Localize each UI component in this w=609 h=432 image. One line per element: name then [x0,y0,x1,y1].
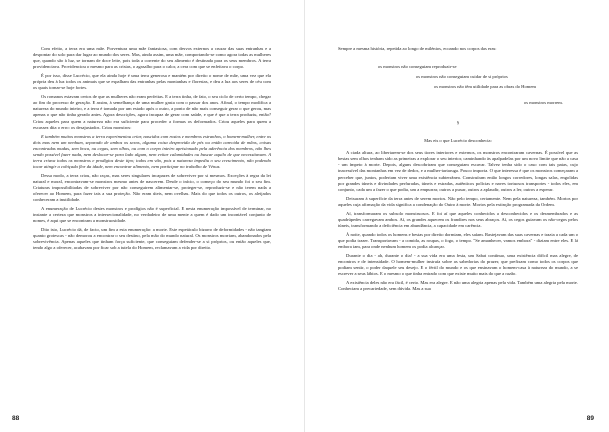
poem-line: os monstros não têm utilidade para as obras do Homem [434,84,536,90]
paragraph: Dessa modo, a terra criou, não raças, mas seres singulares incapazes de sobreviver por si mesmos. Exceções à regra da lei natural e moral, encontravam-se monstros mesmo antes de nascerem. Desde o início, o começo do seu mundo foi o seu fim. Criaturas impossibilitadas de sobreviver por não conseguirem alimentar-se, proteger-se, reproduzir-se e não terem nada a oferecer ao Homem, para fazer tais a sua proteção. Não eram úteis, nem ovelhas. Mais do que todos os outros, os aleijados conheceram a inutilidade. [33,172,271,203]
spacer [338,129,578,138]
section-title: Mas eis o que Lucrécio desconhecia: [424,138,492,144]
poem-line: os monstros não conseguiam cuidar de si próprios [416,74,508,80]
right-page [305,0,609,432]
paragraph: Com efeito, a terra era uma mãe. Porventura uma mãe fantasiosa, com desvos externos a cruzar das suas entranhas e a despontar do solo para dar lugar ao mundo dos seres. Mas, ainda assim, uma mãe, comportando-se como agora todas as mulheres que, quando são à luz, se tornam de doce leite, pois toda a corrente do seu alimento é destinada para os seus membros. A terra providenciava. Providenciou o mesmo para as cristas, o agasalho para o calor, a cera com que se enfeitava o corpo. [33,46,271,70]
right-text-column [338,46,578,295]
left-text-column [33,46,271,254]
paragraph: À noite, quando todos os homens e bestas por direito dormiam, eles saíam. Rastejavam das suas cavernas e trazia a cada um o que podia trazer. Transportavam - a comida, as roupas, o fogo, o tempo. "Se amanhecer, vamos embora" - diziam entre eles. E lá embora iam, para onde nenhum homem os podia alcançar. [338,231,578,249]
paragraph: A enumeração de Lucrécio destes monstros e prodígios não é superficial. E nesta enumeração impossível de terminar, no instante a certeza que monstros a intersecionalidade, no verdadeiro de uma mente a quem é dado um incontável conjunto de nomes, é aqui que se encontram a monstruosidade. [33,206,271,224]
paragraph: É por isso, disse Lucrécio, que ela ainda hoje é uma terra generosa e mantém por direito o nome de mãe, uma vez que ela própria deu à luz todos os animais que se espalham das entranhas pelas montanhas e florestas, e deu a luz aos seres de céu com os quais tornar-se hoje fortes. [33,73,271,91]
page-number: 88 [12,415,20,422]
paragraph: A ciada altura, ao libertarem-se dos seus tiores interiores e externos, os monstros encontraram cavernas. É possível que as bestas sem olhos tenham sido as primeiras a explorar o seu interior, caminhando às apalpadelas por um novo limite que não a casa - um ímpeto à morte. Depois, alguns descobriram que conseguiam escavar. Talvez tenha sido o caso com tais patas, cujo inacessível das montanhas em vez de dedos, e a mulher-tartaruga. Pouco importa. O que interessa é que os monstros começaram a perceber que, juntos, poderiam viver uma existência subterrânea. Construíram então longos corredores, longas salas, engolidas por grandes túneis e divindades perfuradas, túneis e estradas, autênticos polícias e naves tortuosos transportes - todos eles, em conjunto, cada um a fazer o que podia, um a empurrar, outros a puxar, outros a aplaudir, outros a ler, outros a esperar. [338,150,578,192]
section-mark: § [456,120,460,126]
paragraph: Aí, transformaram os subsolo monstruosos. E foi aí que aqueles conhecidos a desconhecidos e os desmembrados e as quadrúpedes carregavam ambos. Aí, os grandes aquecem os frandires nos seus abraços. Aí, os cegos guiavam os não-cegos pelos túneis, transformando a deficiência em abundância, a capacidade em carência. [338,210,578,228]
paragraph: Dito isto, Lucrécio dá, de facto, um fim a esta enumeração: a morte. Este espetáculo bizarro de deformidades - não tangiam quanto grotescas - não demorou a encontrar o seu destino, pela mão do mundo natural. Os monstros morriam, abandonados pela sobrevivência. Apenas aqueles que tinham força suficiente, que conseguiam defender-se a si próprios, ou então aqueles que, tendo algo a oferecer, acabavam por ficar sob a tutela do Homem, reclamavam a vida por direito. [33,227,271,251]
paragraph: Os romanos estavam certos de que as mulheres não eram perfeitas. E a terra tinha, de fato, o seu ciclo de certo tempo, chegar ao fim do processo de geração. E assim, à semelhança de uma mulher gasta com o passar dos anos. Afinal, o tempo modifica a natureza do mundo inteiro, e a terra é tomada por um estado após o outro, a ponto de não mais conseguir gerar o que gerou, mas apenas o que não tinha gerado antes. Agora descrições, agora incapaz de gerar com saúde, e que é que a terra produziu, então? Criou aqueles para quem a natureza não era suficiente para proceder a formas os deformados. Criou aqueles para quem a escassez dita o erro: os desajustados. Criou monstros: [33,94,271,130]
spacer [338,106,578,120]
page-number: 89 [586,415,594,422]
paragraph: A existência deles não era fácil, é certo. Mas era alegre. E não uma alegria apenas pela vida. Também uma alegria pela morte. Conheciam a precariedade, sem dúvida. Mas a sua [338,280,578,292]
left-page [0,0,304,432]
poem-line: os monstros não conseguiam reproduzir-se [378,64,457,70]
intro-line: Sempre a mesma história, repetida ao longo de milénios, ecoando nos corpos das eras: [338,46,497,51]
poem-line: os monstros morrem. [524,100,563,106]
paragraph: Durante o dia - ah, durante o dia! - a sua vida era uma festa, um Sabat contínuo, uma existência difícil mas alegre, de encontros e de intensidade. O homem-mulher instruía sobre as sabedorias do prazer, que prefixam como todos os corpos que podiam sentir, o poder daquele seu desejo. E o fértil do mundo e os que ensinavam o homem-casa à natureza do mundo, a se escrever a seus lábios. E o mesmo o que tinha entrado com que existe muito mais do que a razão. [338,253,578,277]
paragraph: Deixaram à superfície da terra antes de serem mortos. Não pelo tempo, certamente. Nem pela natureza, também. Mortos por aqueles cuja afirmação da vida significa a condenação do Outro à morte. Mortos pela extinção programada da Ordem. [338,195,578,207]
spacer [338,55,578,64]
quotation-paragraph: E também muitos monstros a terra experimentou criar, nascidos com rostos e membros estranhos, o homem-mulher, entre os dois mas nem um nenhum, separado de ambos os sexos, alguma coisa desprovida de pés ou então carecida de mãos, coisas encontradas mudas, sem boca, ou cegas, sem olhos, ou com o corpo inteiro aprisionado pela aderência dos membros, não lhes sendo possível fazer nada, nem deslocar-se para lado algum, nem evitar calamidades ou buscar aquilo de que necessitavam. A terra criava todos os monstros e prodígios deste tipo; todos em vão, pois a natureza impediu o seu crescimento, não podendo tocar atingir a cobiçada flor da idade, nem encontrar alimento, nem participar no trabalho de Vénus. [33,133,271,169]
